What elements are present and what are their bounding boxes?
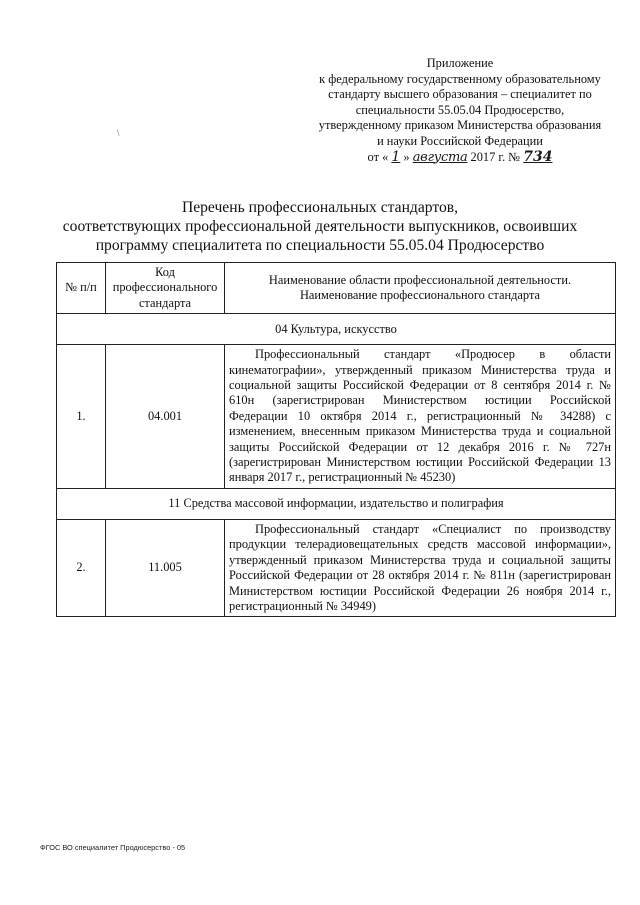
appendix-line: и науки Российской Федерации xyxy=(377,133,543,148)
header-num: № п/п xyxy=(57,263,106,314)
section-row xyxy=(57,314,616,345)
row-num: 1. xyxy=(57,345,106,489)
title-line: программу специалитета по специальности 55.05.04 Продюсерство xyxy=(95,237,545,254)
section-row xyxy=(57,488,616,519)
date-mid: » xyxy=(403,149,410,164)
header-name-line2: Наименование профессионального стандарта xyxy=(299,288,541,303)
row-code: 11.005 xyxy=(106,519,225,616)
appendix-line: утвержденному приказом Министерства образования xyxy=(318,118,602,133)
date-day-handwritten: 1 xyxy=(391,148,401,165)
section-title: 11 Средства массовой информации, издательство и полиграфия xyxy=(57,488,616,519)
date-year: 2017 г. № xyxy=(470,149,521,164)
row-num: 2. xyxy=(57,519,106,616)
appendix-line: к федеральному государственному образовательному xyxy=(319,71,601,86)
appendix-line: стандарту высшего образования – специалитет по xyxy=(328,87,592,102)
standards-table xyxy=(56,262,616,617)
table-row xyxy=(57,345,616,489)
section-title: 04 Культура, искусство xyxy=(57,314,616,345)
document-title xyxy=(40,198,600,255)
date-prefix: от « xyxy=(367,149,389,164)
order-date-line xyxy=(300,150,620,166)
header-name xyxy=(225,263,616,314)
appendix-line: Приложение xyxy=(426,56,494,70)
header-name-line1: Наименование области профессиональной деятельности. xyxy=(268,272,572,287)
header-code: Код профессионального стандарта xyxy=(106,263,225,314)
row-description: Профессиональный стандарт «Специалист по производству продукции телерадиовещательных средств массовой информации», утвержденный приказом Министерства труда и социальной защиты Российской Федерации от 28 октября 2014 г. № 811н (зарегистрирован Министерством юстиции Российской Федерации 26 ноября 2014 г., регистрационный № 34949) xyxy=(225,519,616,616)
date-month-handwritten: августа xyxy=(412,149,468,165)
appendix-header xyxy=(300,56,620,165)
table-header-row xyxy=(57,263,616,314)
row-description: Профессиональный стандарт «Продюсер в области кинематографии», утвержденный приказом Министерства труда и социальной защиты Российской Федерации от 8 сентября 2014 г. № 610н (зарегистрирован Министерством юстиции Российской Федерации 10 октября 2014 г., регистрационный № 34288) с изменением, внесенным приказом Министерства труда и социальной защиты Российской Федерации от 12 декабря 2016 г. № 727н (зарегистрирован Министерством юстиции Российской Федерации 13 января 2017 г., регистрационный № 45230) xyxy=(225,345,616,489)
table-row xyxy=(57,519,616,616)
row-code: 04.001 xyxy=(106,345,225,489)
order-number-handwritten: 734 xyxy=(523,148,553,165)
title-line: соответствующих профессиональной деятельности выпускников, освоивших xyxy=(62,218,578,235)
title-line: Перечень профессиональных стандартов, xyxy=(181,199,459,216)
appendix-line: специальности 55.05.04 Продюсерство, xyxy=(355,102,565,117)
page-footer: ФГОС ВО специалитет Продюсерство - 05 xyxy=(40,843,186,852)
stray-mark: \ xyxy=(117,128,120,138)
